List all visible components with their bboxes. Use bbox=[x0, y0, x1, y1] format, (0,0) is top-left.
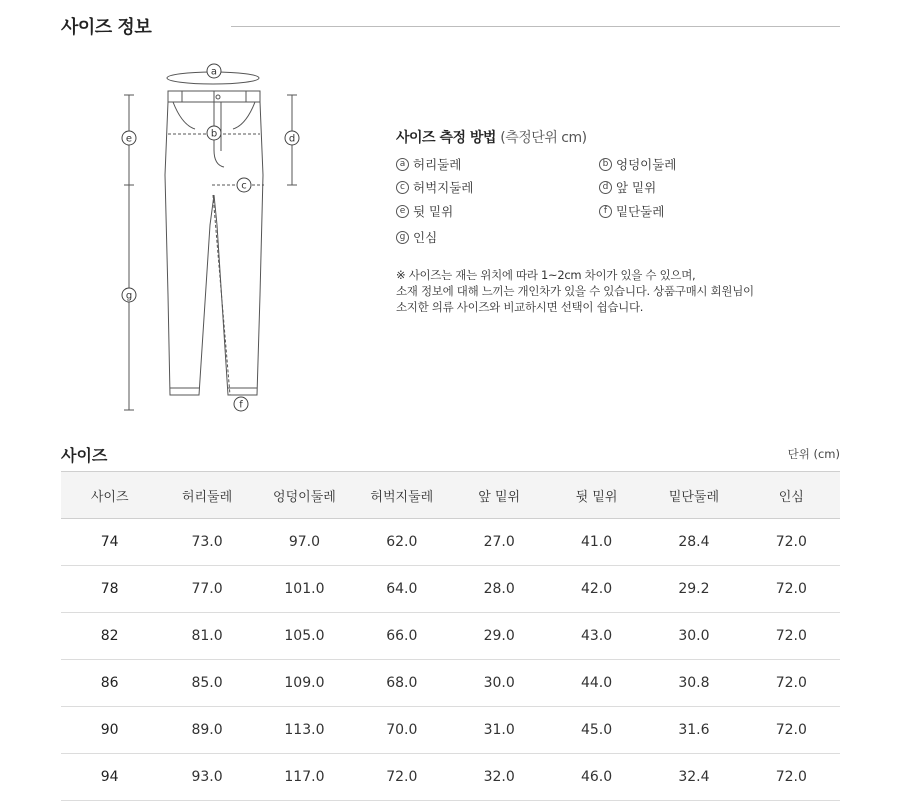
table-cell: 72.0 bbox=[743, 519, 840, 566]
table-cell: 101.0 bbox=[256, 566, 353, 613]
table-row bbox=[61, 613, 840, 660]
size-unit-label: 단위 (cm) bbox=[787, 447, 840, 461]
badge-c-icon: c bbox=[396, 181, 409, 194]
table-cell: 97.0 bbox=[256, 519, 353, 566]
col-header-back-rise: 뒷 밑위 bbox=[548, 472, 645, 519]
badge-g-icon bbox=[122, 288, 136, 302]
measurement-method bbox=[396, 127, 846, 314]
table-cell: 41.0 bbox=[548, 519, 645, 566]
badge-d-icon bbox=[285, 131, 299, 145]
table-cell: 74 bbox=[61, 519, 158, 566]
table-cell: 68.0 bbox=[353, 660, 450, 707]
table-cell: 85.0 bbox=[158, 660, 255, 707]
table-cell: 30.0 bbox=[451, 660, 548, 707]
table-cell: 72.0 bbox=[743, 566, 840, 613]
table-cell: 90 bbox=[61, 707, 158, 754]
table-cell: 27.0 bbox=[451, 519, 548, 566]
table-cell: 44.0 bbox=[548, 660, 645, 707]
col-header-waist: 허리둘레 bbox=[158, 472, 255, 519]
pants-diagram bbox=[110, 55, 315, 420]
svg-text:b: b bbox=[210, 128, 218, 140]
table-cell: 72.0 bbox=[743, 707, 840, 754]
method-unit: (측정단위 cm) bbox=[500, 130, 587, 146]
badge-a-icon: a bbox=[396, 158, 409, 171]
table-cell: 66.0 bbox=[353, 613, 450, 660]
method-item-label: 엉덩이둘레 bbox=[616, 157, 677, 172]
table-cell: 72.0 bbox=[743, 660, 840, 707]
table-cell: 109.0 bbox=[256, 660, 353, 707]
table-cell: 32.4 bbox=[645, 754, 742, 801]
section-title: 사이즈 정보 bbox=[61, 17, 152, 38]
table-header-row bbox=[61, 472, 840, 519]
table-cell: 117.0 bbox=[256, 754, 353, 801]
table-cell: 28.0 bbox=[451, 566, 548, 613]
method-item-back-rise bbox=[396, 202, 453, 220]
svg-text:g: g bbox=[125, 290, 133, 302]
badge-f-icon bbox=[234, 397, 248, 411]
table-body bbox=[61, 519, 840, 801]
table-cell: 73.0 bbox=[158, 519, 255, 566]
table-cell: 78 bbox=[61, 566, 158, 613]
method-item-front-rise bbox=[599, 178, 656, 196]
table-row bbox=[61, 566, 840, 613]
table-cell: 70.0 bbox=[353, 707, 450, 754]
table-cell: 113.0 bbox=[256, 707, 353, 754]
table-row bbox=[61, 660, 840, 707]
badge-f-icon: f bbox=[599, 205, 612, 218]
note-line: 소지한 의류 사이즈와 비교하시면 선택이 쉽습니다. bbox=[396, 300, 644, 314]
table-cell: 28.4 bbox=[645, 519, 742, 566]
table-cell: 45.0 bbox=[548, 707, 645, 754]
method-item-label: 앞 밑위 bbox=[616, 180, 657, 195]
method-item-label: 허리둘레 bbox=[413, 157, 462, 172]
method-item-hip bbox=[599, 155, 676, 173]
badge-e-icon: e bbox=[396, 205, 409, 218]
badge-d-icon: d bbox=[599, 181, 612, 194]
method-item-thigh bbox=[396, 178, 473, 196]
badge-b-icon: b bbox=[599, 158, 612, 171]
method-item-waist bbox=[396, 155, 461, 173]
left-leg bbox=[165, 102, 214, 395]
size-table-title: 사이즈 bbox=[61, 446, 108, 465]
title-divider bbox=[231, 26, 840, 27]
note-line: ※ 사이즈는 재는 위치에 따라 1~2cm 차이가 있을 수 있으며, bbox=[396, 268, 696, 282]
table-cell: 43.0 bbox=[548, 613, 645, 660]
col-header-front-rise: 앞 밑위 bbox=[451, 472, 548, 519]
table-cell: 42.0 bbox=[548, 566, 645, 613]
table-row bbox=[61, 754, 840, 801]
table-cell: 94 bbox=[61, 754, 158, 801]
col-header-thigh: 허벅지둘레 bbox=[353, 472, 450, 519]
table-cell: 62.0 bbox=[353, 519, 450, 566]
note-line: 소재 정보에 대해 느끼는 개인차가 있을 수 있습니다. 상품구매시 회원님이 bbox=[396, 284, 754, 298]
method-item-label: 뒷 밑위 bbox=[413, 204, 454, 219]
svg-text:c: c bbox=[241, 180, 247, 192]
svg-text:d: d bbox=[288, 133, 296, 145]
size-table bbox=[61, 471, 840, 801]
table-cell: 29.0 bbox=[451, 613, 548, 660]
table-cell: 30.8 bbox=[645, 660, 742, 707]
table-row bbox=[61, 519, 840, 566]
table-cell: 72.0 bbox=[743, 754, 840, 801]
table-cell: 105.0 bbox=[256, 613, 353, 660]
method-item-label: 허벅지둘레 bbox=[413, 180, 474, 195]
method-item-label: 밑단둘레 bbox=[616, 204, 665, 219]
table-cell: 31.0 bbox=[451, 707, 548, 754]
table-cell: 77.0 bbox=[158, 566, 255, 613]
table-cell: 93.0 bbox=[158, 754, 255, 801]
table-cell: 29.2 bbox=[645, 566, 742, 613]
table-cell: 82 bbox=[61, 613, 158, 660]
table-cell: 64.0 bbox=[353, 566, 450, 613]
method-item-inseam bbox=[396, 228, 437, 246]
method-item-hem bbox=[599, 202, 664, 220]
size-notes bbox=[396, 267, 754, 315]
table-cell: 89.0 bbox=[158, 707, 255, 754]
badge-b-icon bbox=[207, 126, 221, 140]
table-cell: 86 bbox=[61, 660, 158, 707]
pants-illustration bbox=[110, 55, 315, 420]
method-title bbox=[396, 127, 846, 147]
svg-text:f: f bbox=[239, 399, 243, 411]
table-row bbox=[61, 707, 840, 754]
badge-e-icon bbox=[122, 131, 136, 145]
table-cell: 72.0 bbox=[743, 613, 840, 660]
col-header-inseam: 인심 bbox=[743, 472, 840, 519]
col-header-hip: 엉덩이둘레 bbox=[256, 472, 353, 519]
table-cell: 81.0 bbox=[158, 613, 255, 660]
col-header-hem: 밑단둘레 bbox=[645, 472, 742, 519]
table-cell: 72.0 bbox=[353, 754, 450, 801]
svg-text:a: a bbox=[210, 66, 218, 78]
col-header-size: 사이즈 bbox=[61, 472, 158, 519]
badge-a-icon bbox=[207, 64, 221, 78]
badge-g-icon: g bbox=[396, 231, 409, 244]
table-cell: 32.0 bbox=[451, 754, 548, 801]
table-cell: 30.0 bbox=[645, 613, 742, 660]
method-item-label: 인심 bbox=[413, 230, 438, 245]
table-cell: 46.0 bbox=[548, 754, 645, 801]
method-title-text: 사이즈 측정 방법 bbox=[396, 130, 496, 146]
table-cell: 31.6 bbox=[645, 707, 742, 754]
svg-text:e: e bbox=[125, 133, 133, 145]
badge-c-icon bbox=[237, 178, 251, 192]
